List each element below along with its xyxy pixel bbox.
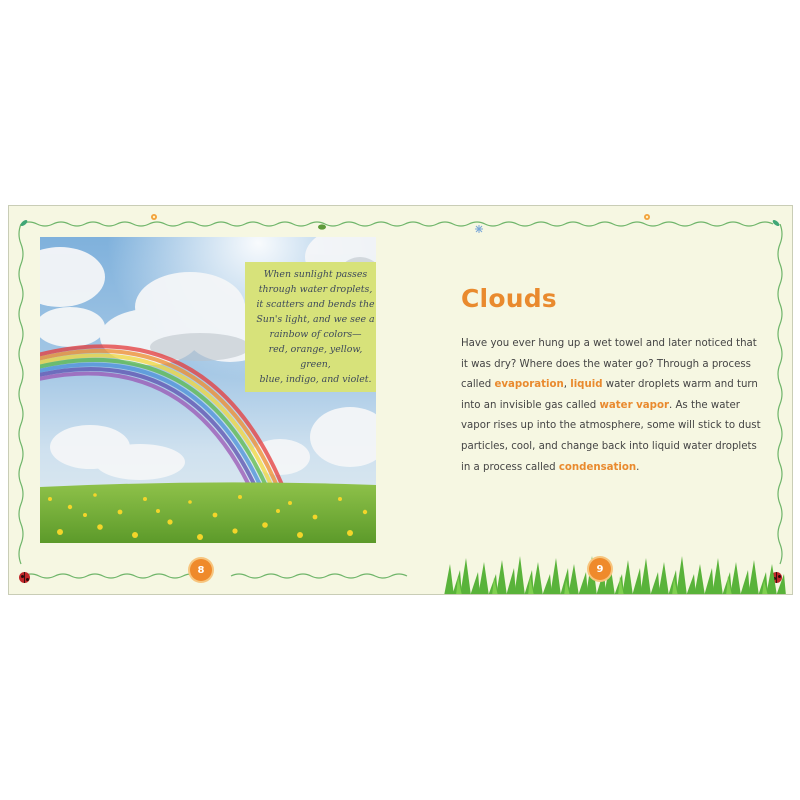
- leaf-sprig-icon: [771, 218, 781, 228]
- paragraph-text: . As the water vapor rises up into the atmosphere, some will stick to dust particles, cool, and change back into liquid water droplets in a process called: [461, 399, 761, 473]
- ladybug-icon: [19, 572, 30, 583]
- keyword-liquid: liquid: [570, 379, 603, 391]
- caption-line: blue, indigo, and violet.: [259, 374, 372, 385]
- rainbow-photo: [40, 237, 376, 543]
- paragraph-text: .: [636, 461, 640, 473]
- paragraph-text: Have you ever hung up a wet towel and later noticed that it was dry? Where does the water go? Through a process called: [461, 338, 757, 391]
- page-number-left: 8: [190, 559, 212, 581]
- caption-line: Sun's light, and we see a: [256, 314, 375, 325]
- caption-line: rainbow of colors—: [269, 329, 362, 340]
- keyword-condensation: condensation: [558, 461, 637, 473]
- page-number-right: 9: [589, 558, 611, 580]
- right-vine-border: [774, 224, 788, 574]
- flower-icon: [149, 212, 159, 222]
- keyword-evaporation: evaporation: [494, 379, 564, 391]
- leaf-sprig-icon: [19, 218, 29, 228]
- leaf-sprig-icon: [317, 222, 327, 232]
- caption-box: [245, 262, 376, 392]
- paragraph-text: water droplets warm and turn into an invisible gas called: [461, 379, 758, 411]
- caption-line: When sunlight passes: [263, 269, 368, 280]
- bottom-vine-border: [19, 570, 419, 582]
- book-spread: [8, 205, 793, 595]
- top-vine-border: [17, 214, 787, 228]
- keyword-water-vapor: water vapor: [599, 399, 669, 411]
- caption-line: red, orange, yellow, green,: [268, 344, 363, 370]
- snowflake-icon: [474, 224, 484, 234]
- grass-illustration: [444, 556, 789, 595]
- paragraph-text: ,: [563, 379, 571, 391]
- left-vine-border: [13, 224, 27, 574]
- flower-icon: [642, 212, 652, 222]
- page-heading: Clouds: [461, 284, 557, 313]
- caption-line: it scatters and bends the: [256, 299, 375, 310]
- body-paragraph: [461, 334, 761, 478]
- caption-line: through water droplets,: [258, 284, 373, 295]
- photo-caption: [253, 267, 376, 387]
